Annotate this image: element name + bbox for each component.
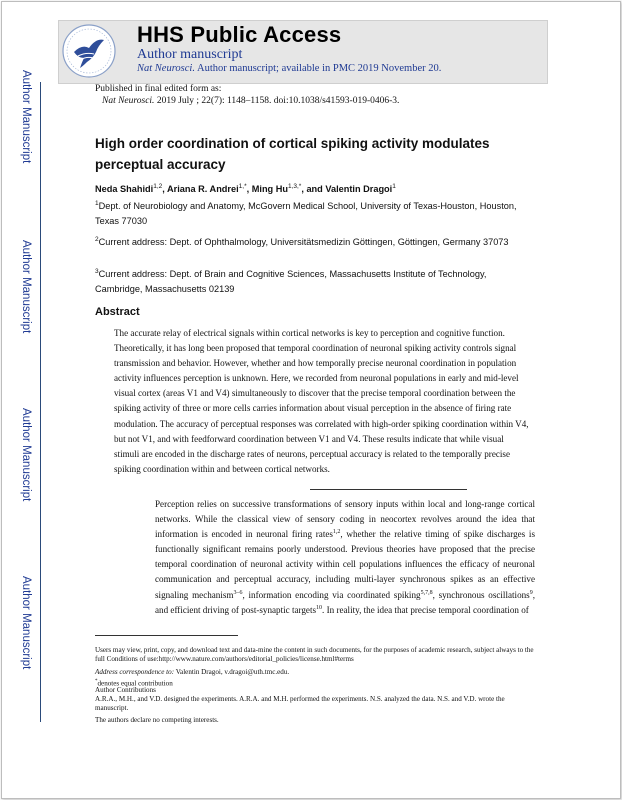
published-note: Published in final edited form as: — [95, 84, 222, 94]
affiliation-text: Dept. of Neurobiology and Anatomy, McGovern Medical School, University of Texas-Houston, Houston, Texas 77030 — [95, 201, 517, 227]
abstract-heading: Abstract — [95, 306, 140, 318]
intro-text: Perception relies on successive transformations of sensory inputs within local and long-range cortical networks. While the classical view of sensory coding in neocortex revolves around the idea that information is encoded in neuronal firing rates — [155, 499, 535, 540]
equal-contribution-marker: * — [95, 679, 98, 684]
reference-marker: 10 — [316, 604, 323, 611]
citation-line — [102, 96, 399, 106]
correspondence-footnote — [95, 668, 535, 677]
author-affiliation-marker: 1,* — [238, 183, 247, 190]
affiliation-marker: 1 — [95, 200, 99, 207]
affiliation-2 — [95, 232, 525, 250]
equal-contribution-text: denotes equal contribution — [97, 679, 173, 688]
side-label-author-manuscript: Author Manuscript — [20, 240, 32, 334]
author-list — [95, 183, 396, 194]
author-separator: , — [246, 184, 252, 195]
hhs-public-access-title: HHS Public Access — [137, 22, 342, 47]
intro-text: , information encoding via coordinated spiking — [242, 589, 421, 600]
author-affiliation-marker: 1,2 — [153, 183, 163, 190]
reference-marker: 1,2 — [332, 529, 341, 536]
hhs-eagle-logo-icon — [60, 22, 118, 80]
section-separator — [310, 489, 467, 490]
author-separator: , — [162, 184, 168, 195]
author-name: Ariana R. Andrei — [167, 184, 239, 195]
side-label-author-manuscript: Author Manuscript — [20, 576, 32, 670]
reference-marker: 5,7,8 — [420, 589, 433, 596]
affiliation-marker: 3 — [95, 268, 99, 275]
introduction-paragraph — [155, 497, 535, 618]
intro-text: , whether the relative timing of spike discharges is functionally significant remains poorly understood. Previous theories have proposed that the precise temporal coordination of neuronal activity within cell populations influences the efficacy of neuronal communication and perceptual accuracy, including multi-layer synchronous spikes as an effective signaling mechanism — [155, 529, 535, 600]
pmc-availability-line — [137, 63, 441, 74]
contributions-heading: Author Contributions — [95, 686, 156, 694]
license-footnote: Users may view, print, copy, and download text and data-mine the content in such documents, for the purposes of academic research, subject always to the full Conditions of use:http://www.nature.com/authors/editorial_policies/license.html#terms — [95, 646, 534, 664]
competing-interests: The authors declare no competing interests. — [95, 716, 219, 724]
intro-text: , and efficient driving of post-synaptic targets — [155, 589, 535, 615]
availability-text: Author manuscript; available in PMC 2019 November 20. — [194, 63, 442, 74]
affiliation-marker: 2 — [95, 236, 99, 243]
contributions-text: A.R.A., M.H., and V.D. designed the experiments. A.R.A. and M.H. performed the experiments. N.S. analyzed the data. N.S. and V.D. wrote the manuscript. — [95, 695, 505, 713]
side-label-author-manuscript: Author Manuscript — [20, 70, 32, 164]
affiliation-3 — [95, 264, 525, 297]
author-affiliation-marker: 1,3,* — [287, 183, 302, 190]
author-separator: , and — [301, 184, 326, 195]
side-label-author-manuscript: Author Manuscript — [20, 408, 32, 502]
author-name: Neda Shahidi — [95, 184, 154, 195]
journal-name: Nat Neurosci. — [137, 63, 195, 74]
author-affiliation-marker: 1 — [392, 183, 396, 190]
abstract-text: The accurate relay of electrical signals within cortical networks is key to perception and cognitive function. Theoretically, it has long been proposed that temporal coordination of neuronal spiking activity controls signal transmission and behavior. However, whether and how temporally precise neuronal coordination in population activity influences perception is unknown. Here, we recorded from neuronal populations in early and mid-level visual cortex (areas V1 and V4) simultaneously to discover that the precise temporal coordination between the spiking activity of three or more cells carries information about visual perception in the absence of firing rate modulation. The accuracy of perceptual responses was correlated with high-order spiking coordination within V4, but not V1, and with feedforward coordination between V1 and V4. These results indicate that while visual stimuli are encoded in the discharge rates of neurons, perceptual accuracy is related to the temporally precise spiking coordination within and between cortical networks. — [114, 328, 529, 474]
side-rule — [40, 82, 41, 722]
citation-details: 2019 July ; 22(7): 1148–1158. doi:10.1038/s41593-019-0406-3. — [154, 96, 400, 106]
reference-marker: 3–6 — [233, 589, 243, 596]
footnote-rule — [95, 635, 238, 636]
paper-title: High order coordination of cortical spiking activity modulates perceptual accuracy — [95, 136, 490, 172]
intro-text: . In reality, the idea that precise temporal coordination of — [322, 604, 529, 615]
affiliation-text: Current address: Dept. of Ophthalmology, Universitätsmedizin Göttingen, Göttingen, Germany 37073 — [98, 237, 509, 248]
affiliation-text: Current address: Dept. of Brain and Cognitive Sciences, Massachusetts Institute of Technology, Cambridge, Massachusetts 02139 — [95, 269, 487, 295]
intro-text: , synchronous oscillations — [432, 589, 530, 600]
author-name: Valentin Dragoi — [325, 184, 393, 195]
correspondence-label: Address correspondence to: — [95, 668, 175, 676]
reference-marker: 9 — [529, 589, 533, 596]
affiliation-1 — [95, 196, 525, 229]
author-manuscript-subtitle: Author manuscript — [137, 47, 243, 62]
citation-journal: Nat Neurosci. — [102, 96, 155, 106]
correspondence-text: Valentin Dragoi, v.dragoi@uth.tmc.edu. — [174, 668, 290, 676]
author-name: Ming Hu — [251, 184, 288, 195]
